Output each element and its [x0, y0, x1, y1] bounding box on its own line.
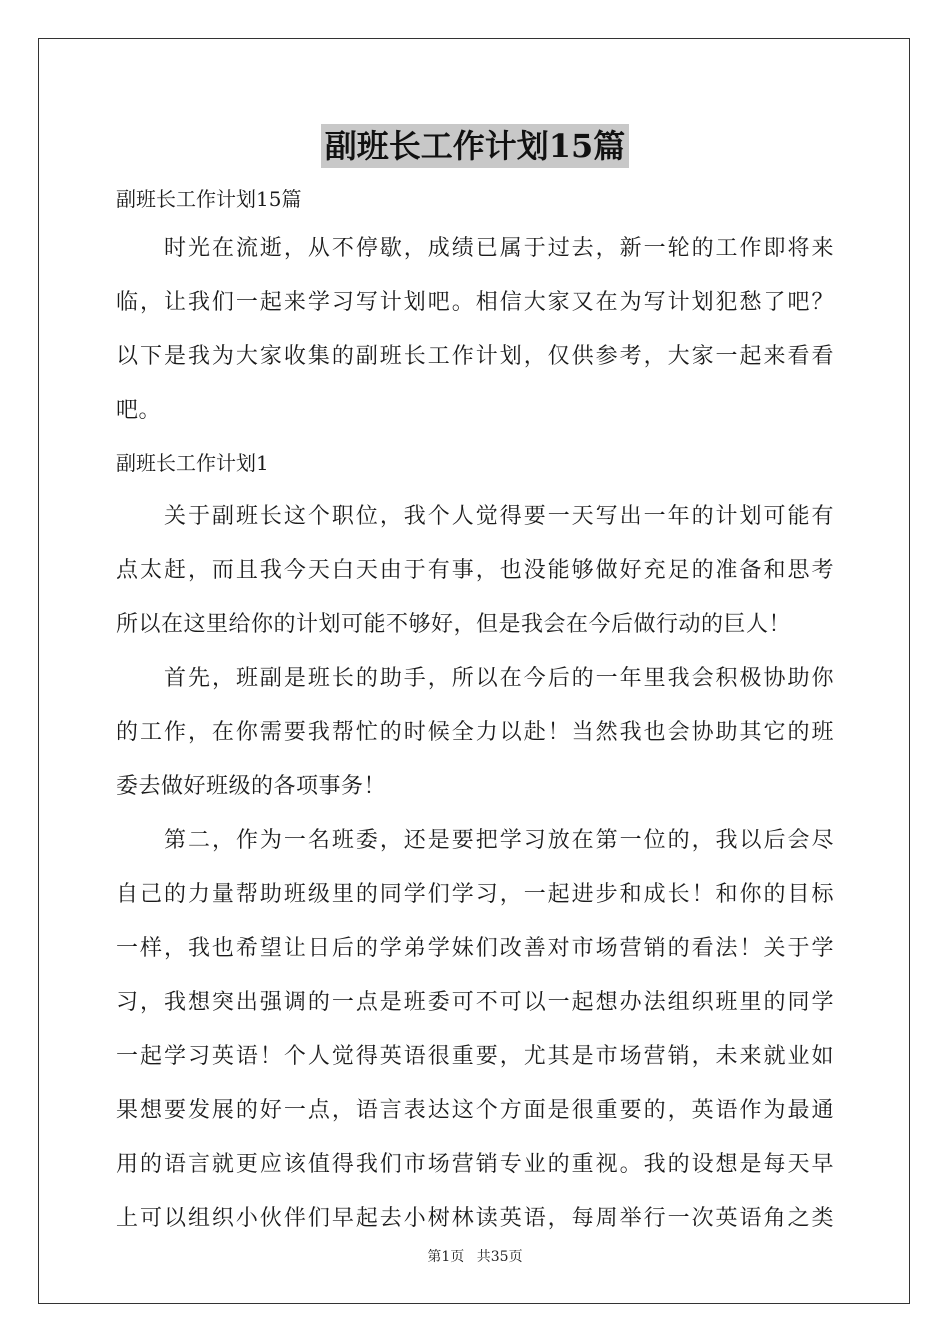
- text-line: 以下是我为大家收集的副班长工作计划，仅供参考，大家一起来看看: [116, 344, 834, 369]
- title-container: [0, 124, 950, 168]
- page-footer: [0, 1246, 950, 1266]
- document-title: 副班长工作计划15篇: [321, 124, 630, 168]
- text-line: 时光在流逝，从不停歇，成绩已属于过去，新一轮的工作即将来: [164, 236, 834, 261]
- text-line: 用的语言就更应该值得我们市场营销专业的重视。我的设想是每天早: [116, 1152, 834, 1177]
- paragraph-2: [116, 660, 834, 806]
- text-line: 关于副班长这个职位，我个人觉得要一天写出一年的计划可能有: [164, 504, 834, 529]
- text-line: 一起学习英语！个人觉得英语很重要，尤其是市场营销，未来就业如: [116, 1044, 834, 1069]
- section-heading: 副班长工作计划1: [116, 451, 269, 475]
- page-total: 共35页: [476, 1249, 523, 1265]
- document-subtitle: 副班长工作计划15篇: [116, 187, 302, 211]
- text-line: 上可以组织小伙伴们早起去小树林读英语，每周举行一次英语角之类: [116, 1206, 834, 1231]
- text-line: 首先，班副是班长的助手，所以在今后的一年里我会积极协助你: [164, 666, 834, 691]
- document-body: [116, 180, 834, 1238]
- text-line: 果想要发展的好一点，语言表达这个方面是很重要的，英语作为最通: [116, 1098, 834, 1123]
- text-line: 习，我想突出强调的一点是班委可不可以一起想办法组织班里的同学: [116, 990, 834, 1015]
- text-line: 所以在这里给你的计划可能不够好，但是我会在今后做行动的巨人！: [116, 612, 792, 637]
- text-line: 吧。: [116, 398, 162, 423]
- text-line: 临，让我们一起来学习写计划吧。相信大家又在为写计划犯愁了吧？: [116, 290, 834, 315]
- text-line: 第二，作为一名班委，还是要把学习放在第一位的，我以后会尽: [164, 828, 834, 853]
- paragraph-3: [116, 822, 834, 1238]
- text-line: 一样，我也希望让日后的学弟学妹们改善对市场营销的看法！关于学: [116, 936, 834, 961]
- paragraph-1: [116, 498, 834, 644]
- text-line: 自己的力量帮助班级里的同学们学习，一起进步和成长！和你的目标: [116, 882, 834, 907]
- text-line: 的工作，在你需要我帮忙的时候全力以赴！当然我也会协助其它的班: [116, 720, 834, 745]
- page-number: 第1页: [427, 1249, 465, 1265]
- text-line: 点太赶，而且我今天白天由于有事，也没能够做好充足的准备和思考: [116, 558, 834, 583]
- intro-paragraph: [116, 230, 834, 430]
- text-line: 委去做好班级的各项事务！: [116, 774, 387, 799]
